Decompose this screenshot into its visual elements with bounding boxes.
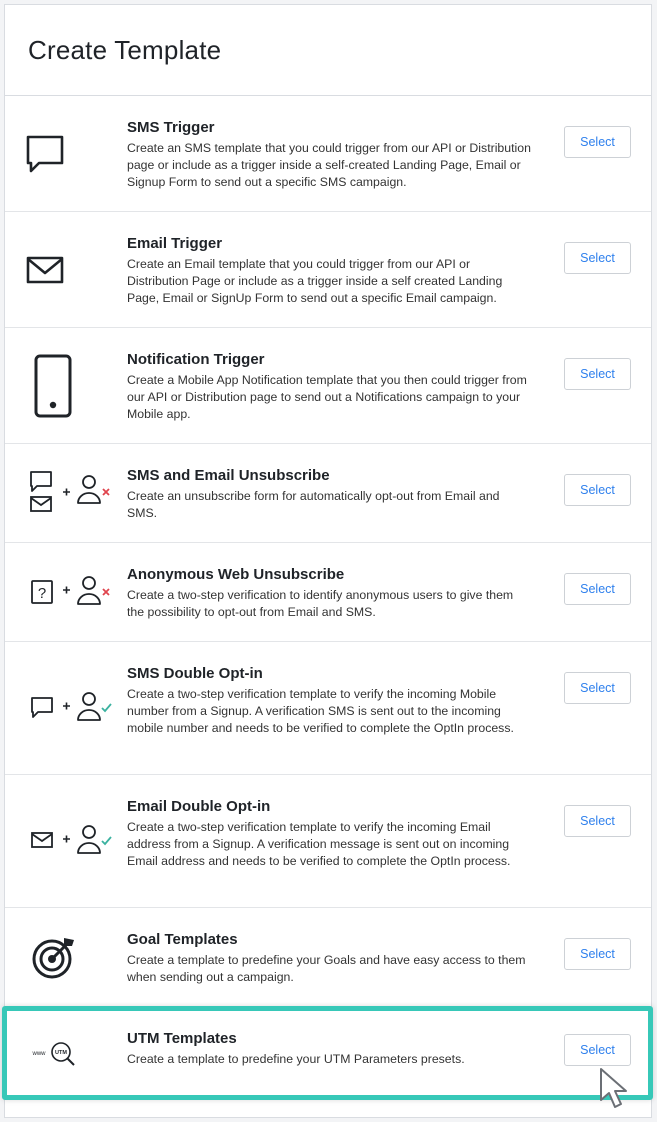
template-title: Email Double Opt-in <box>127 798 271 815</box>
select-button-email-trigger[interactable]: Select <box>564 242 631 274</box>
template-description: Create an Email template that you could trigger from our API or Distribution Page or include as a trigger inside a self created Landing Page, Email or SignUp Form to send out a specific Email campaign. <box>127 257 503 305</box>
utm-icon-www: www <box>32 1051 46 1057</box>
page-title: Create Template <box>28 34 222 65</box>
mobile-phone-icon <box>33 353 73 419</box>
template-description: Create a template to predefine your UTM Parameters presets. <box>127 1052 465 1066</box>
template-row-sms-double-optin <box>5 642 651 775</box>
template-row-goal-templates <box>5 908 651 1007</box>
template-title: SMS and Email Unsubscribe <box>127 467 330 484</box>
select-button-notification-trigger[interactable]: Select <box>564 358 631 390</box>
chat-bubble-icon <box>23 132 67 176</box>
template-row-utm-templates <box>5 1007 651 1095</box>
template-row-email-trigger <box>5 212 651 328</box>
template-title: Email Trigger <box>127 235 223 252</box>
anonymous-unsubscribe-icon <box>23 572 119 612</box>
select-button-email-double-optin[interactable]: Select <box>564 805 631 837</box>
template-title: SMS Double Opt-in <box>127 665 263 682</box>
envelope-icon <box>23 248 67 292</box>
template-description: Create a two-step verification to identify anonymous users to give them the possibility to opt-out from Email and SMS. <box>127 588 514 619</box>
template-row-sms-trigger <box>5 96 651 212</box>
template-title: UTM Templates <box>127 1030 237 1047</box>
template-description: Create an unsubscribe form for automatically opt-out from Email and SMS. <box>127 489 500 520</box>
template-title: Goal Templates <box>127 931 238 948</box>
sms-optin-icon <box>23 688 119 728</box>
select-button-sms-double-optin[interactable]: Select <box>564 672 631 704</box>
template-description: Create a Mobile App Notification template that you then could trigger from our API or Distribution page to send out a Notifications campaign to your Mobile app. <box>127 373 527 421</box>
mouse-pointer-icon <box>598 1066 632 1112</box>
utm-icon-label: UTM <box>55 1050 67 1056</box>
target-icon <box>31 934 77 980</box>
select-button-utm-templates[interactable]: Select <box>564 1034 631 1066</box>
template-title: Notification Trigger <box>127 351 265 368</box>
select-button-anonymous-web-unsubscribe[interactable]: Select <box>564 573 631 605</box>
select-button-sms-trigger[interactable]: Select <box>564 126 631 158</box>
select-button-sms-email-unsubscribe[interactable]: Select <box>564 474 631 506</box>
template-description: Create a two-step verification template to verify the incoming Email address from a Signup. A verification message is sent out on incoming Email address and needs to be verified to complete the OptIn process. <box>127 820 511 868</box>
template-description: Create a two-step verification template to verify the incoming Mobile number from a Signup. A verification SMS is sent out to the incoming mobile number and needs to be verified to complete the OptIn process. <box>127 687 514 735</box>
template-row-email-double-optin <box>5 775 651 908</box>
template-title: Anonymous Web Unsubscribe <box>127 566 345 583</box>
create-template-panel <box>4 4 652 1118</box>
template-description: Create a template to predefine your Goals and have easy access to them when sending out a campaign. <box>127 953 526 984</box>
panel-header <box>5 5 651 96</box>
svg-text:?: ? <box>37 585 47 602</box>
template-row-anonymous-web-unsubscribe <box>5 543 651 642</box>
select-button-goal-templates[interactable]: Select <box>564 938 631 970</box>
template-description: Create an SMS template that you could trigger from our API or Distribution page or include as a trigger inside a self-created Landing Page, Email or Signup Form to send out a specific SMS campaign. <box>127 141 531 189</box>
template-row-notification-trigger <box>5 328 651 444</box>
sms-email-unsubscribe-icon <box>23 469 119 517</box>
template-list <box>5 96 651 1095</box>
utm-search-icon <box>23 1031 83 1071</box>
template-row-sms-email-unsubscribe <box>5 444 651 543</box>
email-optin-icon <box>23 821 119 861</box>
template-title: SMS Trigger <box>127 119 215 136</box>
